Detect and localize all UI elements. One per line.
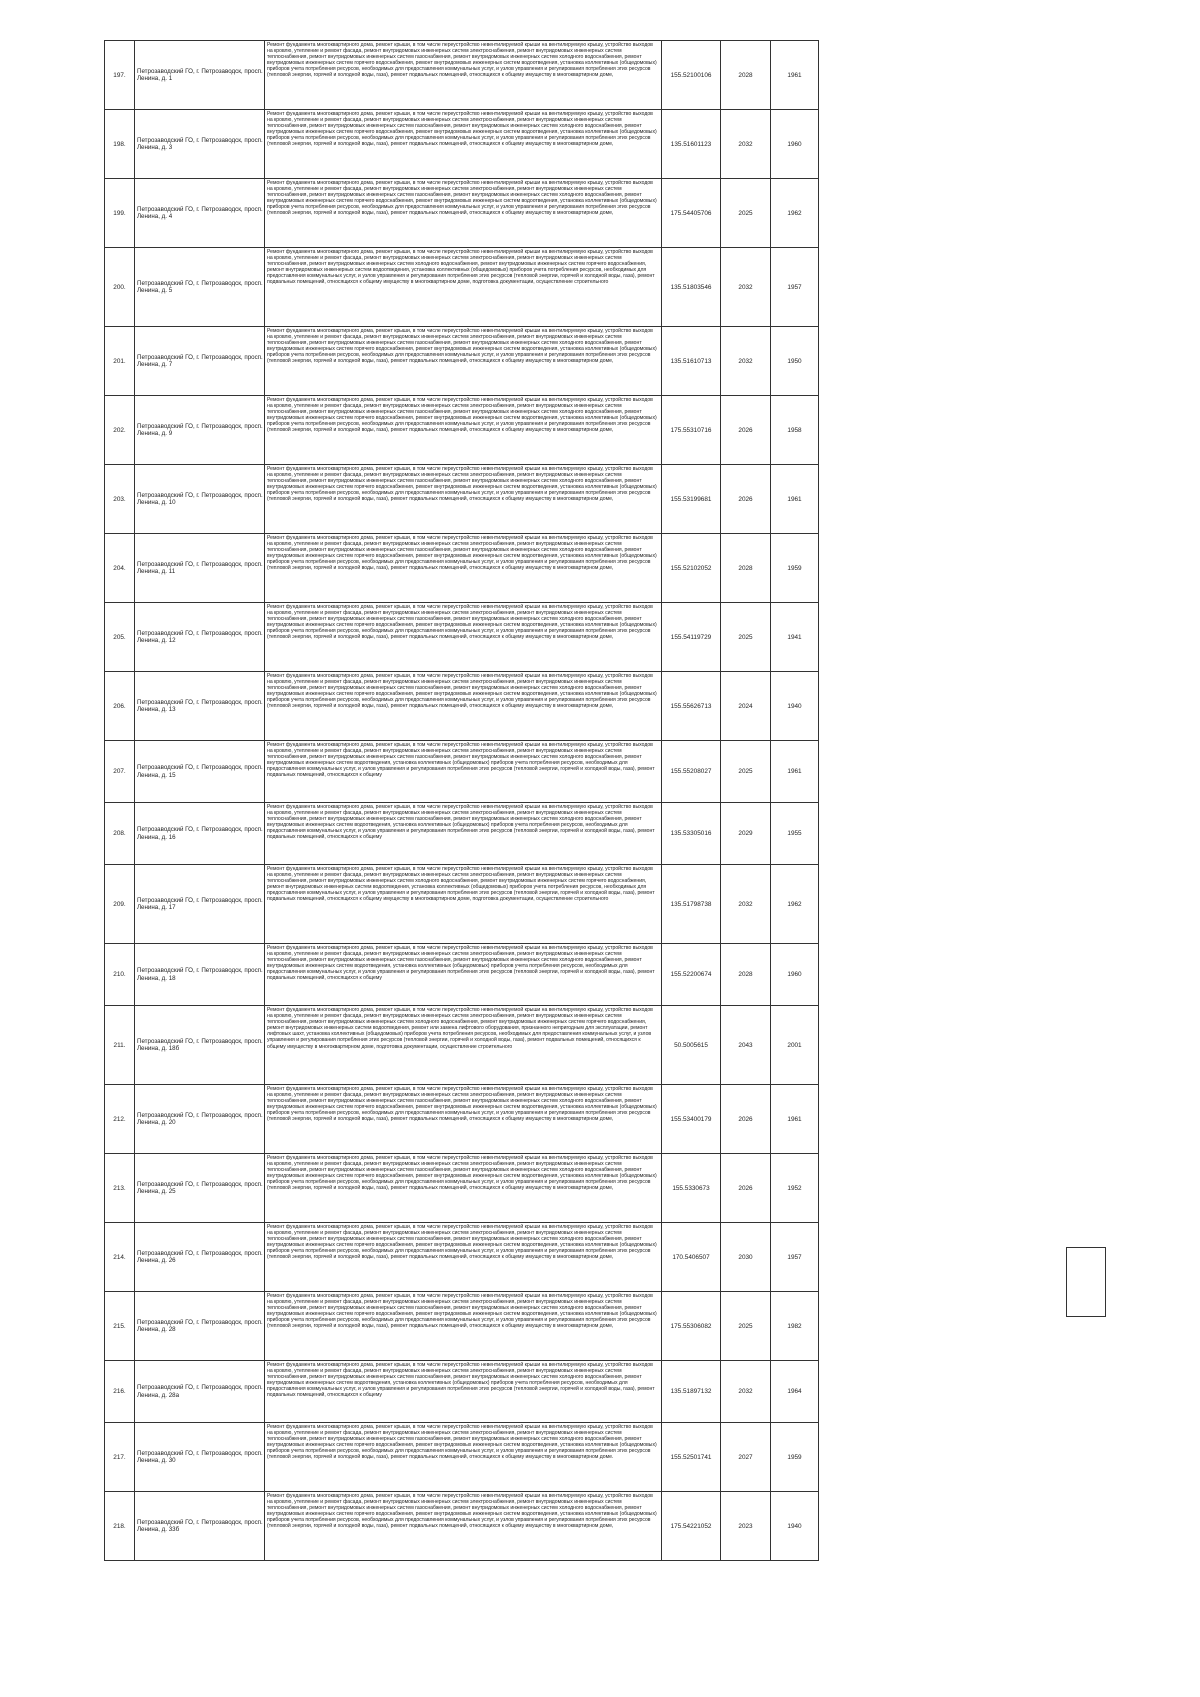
works-cell [265, 944, 662, 1006]
works-cell [265, 741, 662, 803]
works-text: Ремонт фундамента многоквартирного дома, ремонт крыши, в том числе переустройство невентилируемой крыши на вентилируемую крышу, устройство выходов на кровлю, утепление и ремонт фасада, ремонт внутридомовых инженерных систем электроснабжения, ремонт внутридомовых инженерных систем теплоснабжения, ремонт внутридомовых инженерных систем газоснабжения, ремонт внутридомовых инженерных систем холодного водоснабжения, ремонт внутридомовых инженерных систем горячего водоснабжения, ремонт внутридомовых инженерных систем водоотведения, установка коллективных (общедомовых) приборов учета потребления ресурсов, необходимых для предоставления коммунальных услуг, и узлов управления и регулирования потребления этих ресурсов (тепловой энергии, горячей и холодной воды, газа), ремонт подвальных помещений, относящихся к общему имуществу в многоквартирном доме, [267, 328, 657, 365]
works-text: Ремонт фундамента многоквартирного дома, ремонт крыши, в том числе переустройство невентилируемой крыши на вентилируемую крышу, устройство выходов на кровлю, утепление и ремонт фасада, ремонт внутридомовых инженерных систем электроснабжения, ремонт внутридомовых инженерных систем теплоснабжения, ремонт внутридомовых инженерных систем газоснабжения, ремонт внутридомовых инженерных систем холодного водоснабжения, ремонт внутридомовых инженерных систем горячего водоснабжения, ремонт внутридомовых инженерных систем водоотведения, установка коллективных (общедомовых) приборов учета потребления ресурсов, необходимых для предоставления коммунальных услуг, и узлов управления и регулирования потребления этих ресурсов (тепловой энергии, горячей и холодной воды, газа), ремонт подвальных помещений, относящихся к общему имуществу в многоквартирном доме, [267, 1086, 657, 1123]
built-year-cell: 1958 [771, 396, 819, 465]
planned-year-cell: 2032 [721, 248, 771, 327]
works-cell [265, 1423, 662, 1492]
planned-year-cell: 2026 [721, 465, 771, 534]
works-cell [265, 534, 662, 603]
built-year-cell: 1955 [771, 803, 819, 865]
built-year-cell: 1961 [771, 465, 819, 534]
cost-cell: 155.5330673 [662, 1154, 721, 1223]
cost-cell: 170.5406507 [662, 1223, 721, 1292]
table-row [105, 179, 819, 248]
address-cell: Петрозаводский ГО, г. Петрозаводск, просп. Ленина, д. 20 [135, 1085, 265, 1154]
cost-cell: 155.55626713 [662, 672, 721, 741]
planned-year-cell: 2043 [721, 1006, 771, 1085]
works-text: Ремонт фундамента многоквартирного дома, ремонт крыши, в том числе переустройство невентилируемой крыши на вентилируемую крышу, устройство выходов на кровлю, утепление и ремонт фасада, ремонт внутридомовых инженерных систем электроснабжения, ремонт внутридомовых инженерных систем теплоснабжения, ремонт внутридомовых инженерных систем газоснабжения, ремонт внутридомовых инженерных систем холодного водоснабжения, ремонт внутридомовых инженерных систем водоотведения, установка коллективных (общедомовых) приборов учета потребления ресурсов, необходимых для предоставления коммунальных услуг, и узлов управления и регулирования потребления этих ресурсов (тепловой энергии, горячей и холодной воды, газа), ремонт подвальных помещений, относящихся к общему [267, 945, 655, 982]
cost-cell: 135.53305016 [662, 803, 721, 865]
address-cell: Петрозаводский ГО, г. Петрозаводск, просп. Ленина, д. 4 [135, 179, 265, 248]
table-row [105, 1006, 819, 1085]
works-cell [265, 1006, 662, 1085]
row-number-cell: 197. [105, 41, 135, 110]
works-text: Ремонт фундамента многоквартирного дома, ремонт крыши, в том числе переустройство невентилируемой крыши на вентилируемую крышу, устройство выходов на кровлю, утепление и ремонт фасада, ремонт внутридомовых инженерных систем электроснабжения, ремонт внутридомовых инженерных систем теплоснабжения, ремонт внутридомовых инженерных систем холодного водоснабжения, ремонт внутридомовых инженерных систем горячего водоснабжения, ремонт внутридомовых инженерных систем водоотведения, установка коллективных (общедомовых) приборов учета потребления ресурсов, необходимых для предоставления коммунальных услуг, и узлов управления и регулирования потребления этих ресурсов (тепловой энергии, горячей и холодной воды, газа), ремонт подвальных помещений, относящихся к общему имуществу в многоквартирном доме, подготовка документации, осуществление строительного [267, 866, 655, 903]
planned-year-cell: 2032 [721, 110, 771, 179]
works-text: Ремонт фундамента многоквартирного дома, ремонт крыши, в том числе переустройство невентилируемой крыши на вентилируемую крышу, устройство выходов на кровлю, утепление и ремонт фасада, ремонт внутридомовых инженерных систем электроснабжения, ремонт внутридомовых инженерных систем теплоснабжения, ремонт внутридомовых инженерных систем газоснабжения, ремонт внутридомовых инженерных систем холодного водоснабжения, ремонт внутридомовых инженерных систем водоотведения, установка коллективных (общедомовых) приборов учета потребления ресурсов, необходимых для предоставления коммунальных услуг, и узлов управления и регулирования потребления этих ресурсов (тепловой энергии, горячей и холодной воды, газа), ремонт подвальных помещений, относящихся к общему [267, 804, 655, 841]
works-text: Ремонт фундамента многоквартирного дома, ремонт крыши, в том числе переустройство невентилируемой крыши на вентилируемую крышу, устройство выходов на кровлю, утепление и ремонт фасада, ремонт внутридомовых инженерных систем электроснабжения, ремонт внутридомовых инженерных систем теплоснабжения, ремонт внутридомовых инженерных систем газоснабжения, ремонт внутридомовых инженерных систем холодного водоснабжения, ремонт внутридомовых инженерных систем горячего водоснабжения, ремонт внутридомовых инженерных систем водоотведения, установка коллективных (общедомовых) приборов учета потребления ресурсов, необходимых для предоставления коммунальных услуг, и узлов управления и регулирования потребления этих ресурсов (тепловой энергии, горячей и холодной воды, газа), ремонт подвальных помещений, относящихся к общему имуществу в многоквартирном доме, [267, 604, 657, 641]
works-cell [265, 1292, 662, 1361]
works-cell [265, 396, 662, 465]
works-cell [265, 248, 662, 327]
works-text: Ремонт фундамента многоквартирного дома, ремонт крыши, в том числе переустройство невентилируемой крыши на вентилируемую крышу, устройство выходов на кровлю, утепление и ремонт фасада, ремонт внутридомовых инженерных систем электроснабжения, ремонт внутридомовых инженерных систем теплоснабжения, ремонт внутридомовых инженерных систем газоснабжения, ремонт внутридомовых инженерных систем холодного водоснабжения, ремонт внутридомовых инженерных систем горячего водоснабжения, ремонт внутридомовых инженерных систем водоотведения, установка коллективных (общедомовых) приборов учета потребления ресурсов, необходимых для предоставления коммунальных услуг, и узлов управления и регулирования потребления этих ресурсов (тепловой энергии, горячей и холодной воды, газа), ремонт подвальных помещений, относящихся к общему имуществу в многоквартирном доме, [267, 1155, 657, 1192]
cost-cell: 155.53199681 [662, 465, 721, 534]
works-cell [265, 110, 662, 179]
works-cell [265, 327, 662, 396]
built-year-cell: 1964 [771, 1361, 819, 1423]
planned-year-cell: 2024 [721, 672, 771, 741]
address-cell: Петрозаводский ГО, г. Петрозаводск, просп. Ленина, д. 10 [135, 465, 265, 534]
cost-cell: 155.52501741 [662, 1423, 721, 1492]
table-row [105, 41, 819, 110]
works-text: Ремонт фундамента многоквартирного дома, ремонт крыши, в том числе переустройство невентилируемой крыши на вентилируемую крышу, устройство выходов на кровлю, утепление и ремонт фасада, ремонт внутридомовых инженерных систем электроснабжения, ремонт внутридомовых инженерных систем теплоснабжения, ремонт внутридомовых инженерных систем газоснабжения, ремонт внутридомовых инженерных систем холодного водоснабжения, ремонт внутридомовых инженерных систем горячего водоснабжения, ремонт внутридомовых инженерных систем водоотведения, установка коллективных (общедомовых) приборов учета потребления ресурсов, необходимых для предоставления коммунальных услуг, и узлов управления и регулирования потребления этих ресурсов (тепловой энергии, горячей и холодной воды, газа), ремонт подвальных помещений, относящихся к общему имуществу в многоквартирном доме, [267, 111, 657, 148]
planned-year-cell: 2025 [721, 741, 771, 803]
row-number-cell: 206. [105, 672, 135, 741]
works-cell [265, 672, 662, 741]
row-number-cell: 210. [105, 944, 135, 1006]
row-number-cell: 213. [105, 1154, 135, 1223]
works-text: Ремонт фундамента многоквартирного дома, ремонт крыши, в том числе переустройство невентилируемой крыши на вентилируемую крышу, устройство выходов на кровлю, утепление и ремонт фасада, ремонт внутридомовых инженерных систем электроснабжения, ремонт внутридомовых инженерных систем теплоснабжения, ремонт внутридомовых инженерных систем газоснабжения, ремонт внутридомовых инженерных систем холодного водоснабжения, ремонт внутридомовых инженерных систем горячего водоснабжения, ремонт внутридомовых инженерных систем водоотведения, установка коллективных (общедомовых) приборов учета потребления ресурсов, необходимых для предоставления коммунальных услуг, и узлов управления и регулирования потребления этих ресурсов (тепловой энергии, горячей и холодной воды, газа), ремонт подвальных помещений, относящихся к общему имуществу в многоквартирном доме, [267, 180, 657, 217]
works-text: Ремонт фундамента многоквартирного дома, ремонт крыши, в том числе переустройство невентилируемой крыши на вентилируемую крышу, устройство выходов на кровлю, утепление и ремонт фасада, ремонт внутридомовых инженерных систем электроснабжения, ремонт внутридомовых инженерных систем теплоснабжения, ремонт внутридомовых инженерных систем газоснабжения, ремонт внутридомовых инженерных систем холодного водоснабжения, ремонт внутридомовых инженерных систем горячего водоснабжения, ремонт внутридомовых инженерных систем водоотведения, установка коллективных (общедомовых) приборов учета потребления ресурсов, необходимых для предоставления коммунальных услуг, и узлов управления и регулирования потребления этих ресурсов (тепловой энергии, горячей и холодной воды, газа), ремонт подвальных помещений, относящихся к общему имуществу в многоквартирном доме, [267, 397, 657, 434]
built-year-cell: 1940 [771, 1492, 819, 1561]
cost-cell: 135.51601123 [662, 110, 721, 179]
table-row [105, 465, 819, 534]
table-row [105, 1154, 819, 1223]
row-number-cell: 214. [105, 1223, 135, 1292]
row-number-cell: 218. [105, 1492, 135, 1561]
works-text: Ремонт фундамента многоквартирного дома, ремонт крыши, в том числе переустройство невентилируемой крыши на вентилируемую крышу, устройство выходов на кровлю, утепление и ремонт фасада, ремонт внутридомовых инженерных систем электроснабжения, ремонт внутридомовых инженерных систем теплоснабжения, ремонт внутридомовых инженерных систем газоснабжения, ремонт внутридомовых инженерных систем холодного водоснабжения, ремонт внутридомовых инженерных систем горячего водоснабжения, ремонт внутридомовых инженерных систем водоотведения, установка коллективных (общедомовых) приборов учета потребления ресурсов, необходимых для предоставления коммунальных услуг, и узлов управления и регулирования потребления этих ресурсов (тепловой энергии, горячей и холодной воды, газа), ремонт подвальных помещений, относящихся к общему имуществу в многоквартирном доме, [267, 466, 657, 503]
row-number-cell: 199. [105, 179, 135, 248]
table-row [105, 603, 819, 672]
address-cell: Петрозаводский ГО, г. Петрозаводск, просп. Ленина, д. 7 [135, 327, 265, 396]
planned-year-cell: 2028 [721, 41, 771, 110]
address-cell: Петрозаводский ГО, г. Петрозаводск, просп. Ленина, д. 26 [135, 1223, 265, 1292]
cost-cell: 135.51798738 [662, 865, 721, 944]
row-number-cell: 216. [105, 1361, 135, 1423]
row-number-cell: 202. [105, 396, 135, 465]
row-number-cell: 208. [105, 803, 135, 865]
planned-year-cell: 2032 [721, 327, 771, 396]
cost-cell: 175.55306082 [662, 1292, 721, 1361]
address-cell: Петрозаводский ГО, г. Петрозаводск, просп. Ленина, д. 18 [135, 944, 265, 1006]
address-cell: Петрозаводский ГО, г. Петрозаводск, просп. Ленина, д. 16 [135, 803, 265, 865]
built-year-cell: 2001 [771, 1006, 819, 1085]
table-row [105, 865, 819, 944]
cost-cell: 135.51610713 [662, 327, 721, 396]
row-number-cell: 200. [105, 248, 135, 327]
works-cell [265, 179, 662, 248]
planned-year-cell: 2028 [721, 944, 771, 1006]
built-year-cell: 1957 [771, 248, 819, 327]
address-cell: Петрозаводский ГО, г. Петрозаводск, просп. Ленина, д. 28 [135, 1292, 265, 1361]
planned-year-cell: 2030 [721, 1223, 771, 1292]
works-text: Ремонт фундамента многоквартирного дома, ремонт крыши, в том числе переустройство невентилируемой крыши на вентилируемую крышу, устройство выходов на кровлю, утепление и ремонт фасада, ремонт внутридомовых инженерных систем электроснабжения, ремонт внутридомовых инженерных систем теплоснабжения, ремонт внутридомовых инженерных систем газоснабжения, ремонт внутридомовых инженерных систем холодного водоснабжения, ремонт внутридомовых инженерных систем водоотведения, установка коллективных (общедомовых) приборов учета потребления ресурсов, необходимых для предоставления коммунальных услуг, и узлов управления и регулирования потребления этих ресурсов (тепловой энергии, горячей и холодной воды, газа), ремонт подвальных помещений, относящихся к общему [267, 742, 655, 779]
address-cell: Петрозаводский ГО, г. Петрозаводск, просп. Ленина, д. 3 [135, 110, 265, 179]
works-cell [265, 1223, 662, 1292]
planned-year-cell: 2026 [721, 1085, 771, 1154]
table-row [105, 1223, 819, 1292]
cost-cell: 155.52102052 [662, 534, 721, 603]
planned-year-cell: 2032 [721, 865, 771, 944]
table-row [105, 741, 819, 803]
table-row [105, 110, 819, 179]
planned-year-cell: 2025 [721, 179, 771, 248]
table-row [105, 1292, 819, 1361]
planned-year-cell: 2032 [721, 1361, 771, 1423]
table-row [105, 944, 819, 1006]
address-cell: Петрозаводский ГО, г. Петрозаводск, просп. Ленина, д. 12 [135, 603, 265, 672]
planned-year-cell: 2026 [721, 1154, 771, 1223]
cost-cell: 155.52200674 [662, 944, 721, 1006]
row-number-cell: 217. [105, 1423, 135, 1492]
row-number-cell: 198. [105, 110, 135, 179]
built-year-cell: 1962 [771, 179, 819, 248]
row-number-cell: 212. [105, 1085, 135, 1154]
table-row [105, 248, 819, 327]
built-year-cell: 1957 [771, 1223, 819, 1292]
built-year-cell: 1941 [771, 603, 819, 672]
planned-year-cell: 2026 [721, 396, 771, 465]
address-cell: Петрозаводский ГО, г. Петрозаводск, просп. Ленина, д. 1 [135, 41, 265, 110]
works-text: Ремонт фундамента многоквартирного дома, ремонт крыши, в том числе переустройство невентилируемой крыши на вентилируемую крышу, устройство выходов на кровлю, утепление и ремонт фасада, ремонт внутридомовых инженерных систем электроснабжения, ремонт внутридомовых инженерных систем теплоснабжения, ремонт внутридомовых инженерных систем холодного водоснабжения, ремонт внутридомовых инженерных систем горячего водоснабжения, ремонт внутридомовых инженерных систем водоотведения, ремонт или замена лифтового оборудования, признанного непригодным для эксплуатации, ремонт лифтовых шахт, установка коллективных (общедомовых) приборов учета потребления ресурсов, необходимых для предоставления коммунальных услуг, и узлов управления и регулирования потребления этих ресурсов (тепловой энергии, горячей и холодной воды, газа), ремонт подвальных помещений, относящихся к общему имуществу в многоквартирном доме, подготовка документации, осуществление строительного [267, 1007, 653, 1050]
capital-repair-table [104, 40, 819, 1561]
table-row [105, 1085, 819, 1154]
built-year-cell: 1960 [771, 110, 819, 179]
built-year-cell: 1961 [771, 741, 819, 803]
built-year-cell: 1960 [771, 944, 819, 1006]
works-cell [265, 865, 662, 944]
works-cell [265, 1492, 662, 1561]
address-cell: Петрозаводский ГО, г. Петрозаводск, просп. Ленина, д. 11 [135, 534, 265, 603]
works-cell [265, 41, 662, 110]
cost-cell: 155.54119729 [662, 603, 721, 672]
works-text: Ремонт фундамента многоквартирного дома, ремонт крыши, в том числе переустройство невентилируемой крыши на вентилируемую крышу, устройство выходов на кровлю, утепление и ремонт фасада, ремонт внутридомовых инженерных систем электроснабжения, ремонт внутридомовых инженерных систем теплоснабжения, ремонт внутридомовых инженерных систем газоснабжения, ремонт внутридомовых инженерных систем холодного водоснабжения, ремонт внутридомовых инженерных систем горячего водоснабжения, ремонт внутридомовых инженерных систем водоотведения, установка коллективных (общедомовых) приборов учета потребления ресурсов, необходимых для предоставления коммунальных услуг, и узлов управления и регулирования потребления этих ресурсов (тепловой энергии, горячей и холодной воды, газа), ремонт подвальных помещений, относящихся к общему имуществу в многоквартирном доме, [267, 1293, 657, 1330]
planned-year-cell: 2028 [721, 534, 771, 603]
cost-cell: 135.51803546 [662, 248, 721, 327]
built-year-cell: 1952 [771, 1154, 819, 1223]
address-cell: Петрозаводский ГО, г. Петрозаводск, просп. Ленина, д. 18б [135, 1006, 265, 1085]
cost-cell: 50.5005615 [662, 1006, 721, 1085]
works-text: Ремонт фундамента многоквартирного дома, ремонт крыши, в том числе переустройство невентилируемой крыши на вентилируемую крышу, устройство выходов на кровлю, утепление и ремонт фасада, ремонт внутридомовых инженерных систем электроснабжения, ремонт внутридомовых инженерных систем теплоснабжения, ремонт внутридомовых инженерных систем газоснабжения, ремонт внутридомовых инженерных систем холодного водоснабжения, ремонт внутридомовых инженерных систем горячего водоснабжения, ремонт внутридомовых инженерных систем водоотведения, установка коллективных (общедомовых) приборов учета потребления ресурсов, необходимых для предоставления коммунальных услуг, и узлов управления и регулирования потребления этих ресурсов (тепловой энергии, горячей и холодной воды, газа), ремонт подвальных помещений, относящихся к общему имуществу в многоквартирном доме, [267, 673, 657, 710]
row-number-cell: 207. [105, 741, 135, 803]
row-number-cell: 201. [105, 327, 135, 396]
works-text: Ремонт фундамента многоквартирного дома, ремонт крыши, в том числе переустройство невентилируемой крыши на вентилируемую крышу, устройство выходов на кровлю, утепление и ремонт фасада, ремонт внутридомовых инженерных систем электроснабжения, ремонт внутридомовых инженерных систем теплоснабжения, ремонт внутридомовых инженерных систем холодного водоснабжения, ремонт внутридомовых инженерных систем горячего водоснабжения, ремонт внутридомовых инженерных систем водоотведения, установка коллективных (общедомовых) приборов учета потребления ресурсов, необходимых для предоставления коммунальных услуг, и узлов управления и регулирования потребления этих ресурсов (тепловой энергии, горячей и холодной воды, газа), ремонт подвальных помещений, относящихся к общему имуществу в многоквартирном доме, подготовка документации, осуществление строительного [267, 249, 655, 286]
built-year-cell: 1940 [771, 672, 819, 741]
address-cell: Петрозаводский ГО, г. Петрозаводск, просп. Ленина, д. 5 [135, 248, 265, 327]
row-number-cell: 203. [105, 465, 135, 534]
works-cell [265, 1154, 662, 1223]
cost-cell: 175.55310716 [662, 396, 721, 465]
works-cell [265, 1361, 662, 1423]
table-row [105, 672, 819, 741]
table-row [105, 396, 819, 465]
table-body [105, 41, 819, 1561]
address-cell: Петрозаводский ГО, г. Петрозаводск, просп. Ленина, д. 9 [135, 396, 265, 465]
table-row [105, 1423, 819, 1492]
cost-cell: 175.54221052 [662, 1492, 721, 1561]
built-year-cell: 1961 [771, 41, 819, 110]
address-cell: Петрозаводский ГО, г. Петрозаводск, просп. Ленина, д. 13 [135, 672, 265, 741]
address-cell: Петрозаводский ГО, г. Петрозаводск, просп. Ленина, д. 17 [135, 865, 265, 944]
works-text: Ремонт фундамента многоквартирного дома, ремонт крыши, в том числе переустройство невентилируемой крыши на вентилируемую крышу, устройство выходов на кровлю, утепление и ремонт фасада, ремонт внутридомовых инженерных систем электроснабжения, ремонт внутридомовых инженерных систем теплоснабжения, ремонт внутридомовых инженерных систем газоснабжения, ремонт внутридомовых инженерных систем холодного водоснабжения, ремонт внутридомовых инженерных систем горячего водоснабжения, ремонт внутридомовых инженерных систем водоотведения, установка коллективных (общедомовых) приборов учета потребления ресурсов, необходимых для предоставления коммунальных услуг, и узлов управления и регулирования потребления этих ресурсов (тепловой энергии, горячей и холодной воды, газа), ремонт подвальных помещений, относящихся к общему имуществу в многоквартирном доме, [267, 535, 657, 572]
cost-cell: 155.55208027 [662, 741, 721, 803]
table-row [105, 534, 819, 603]
built-year-cell: 1950 [771, 327, 819, 396]
planned-year-cell: 2029 [721, 803, 771, 865]
built-year-cell: 1959 [771, 534, 819, 603]
works-cell [265, 1085, 662, 1154]
table-row [105, 803, 819, 865]
cost-cell: 175.54405706 [662, 179, 721, 248]
built-year-cell: 1961 [771, 1085, 819, 1154]
cost-cell: 155.52100106 [662, 41, 721, 110]
row-number-cell: 204. [105, 534, 135, 603]
address-cell: Петрозаводский ГО, г. Петрозаводск, просп. Ленина, д. 30 [135, 1423, 265, 1492]
table-row [105, 327, 819, 396]
works-cell [265, 465, 662, 534]
works-text: Ремонт фундамента многоквартирного дома, ремонт крыши, в том числе переустройство невентилируемой крыши на вентилируемую крышу, устройство выходов на кровлю, утепление и ремонт фасада, ремонт внутридомовых инженерных систем электроснабжения, ремонт внутридомовых инженерных систем теплоснабжения, ремонт внутридомовых инженерных систем газоснабжения, ремонт внутридомовых инженерных систем холодного водоснабжения, ремонт внутридомовых инженерных систем горячего водоснабжения, ремонт внутридомовых инженерных систем водоотведения, установка коллективных (общедомовых) приборов учета потребления ресурсов, необходимых для предоставления коммунальных услуг, и узлов управления и регулирования потребления этих ресурсов (тепловой энергии, горячей и холодной воды, газа), ремонт подвальных помещений, относящихся к общему имуществу в многоквартирном доме, [267, 1493, 657, 1530]
works-cell [265, 603, 662, 672]
cost-cell: 135.51897132 [662, 1361, 721, 1423]
built-year-cell: 1962 [771, 865, 819, 944]
margin-box [1066, 1247, 1106, 1317]
row-number-cell: 215. [105, 1292, 135, 1361]
row-number-cell: 209. [105, 865, 135, 944]
row-number-cell: 211. [105, 1006, 135, 1085]
address-cell: Петрозаводский ГО, г. Петрозаводск, просп. Ленина, д. 15 [135, 741, 265, 803]
built-year-cell: 1982 [771, 1292, 819, 1361]
table-row [105, 1361, 819, 1423]
planned-year-cell: 2025 [721, 1292, 771, 1361]
planned-year-cell: 2023 [721, 1492, 771, 1561]
row-number-cell: 205. [105, 603, 135, 672]
planned-year-cell: 2025 [721, 603, 771, 672]
table-row [105, 1492, 819, 1561]
address-cell: Петрозаводский ГО, г. Петрозаводск, просп. Ленина, д. 28а [135, 1361, 265, 1423]
works-text: Ремонт фундамента многоквартирного дома, ремонт крыши, в том числе переустройство невентилируемой крыши на вентилируемую крышу, устройство выходов на кровлю, утепление и ремонт фасада, ремонт внутридомовых инженерных систем электроснабжения, ремонт внутридомовых инженерных систем теплоснабжения, ремонт внутридомовых инженерных систем газоснабжения, ремонт внутридомовых инженерных систем холодного водоснабжения, ремонт внутридомовых инженерных систем водоотведения, установка коллективных (общедомовых) приборов учета потребления ресурсов, необходимых для предоставления коммунальных услуг, и узлов управления и регулирования потребления этих ресурсов (тепловой энергии, горячей и холодной воды, газа), ремонт подвальных помещений, относящихся к общему [267, 1362, 655, 1399]
works-cell [265, 803, 662, 865]
works-text: Ремонт фундамента многоквартирного дома, ремонт крыши, в том числе переустройство невентилируемой крыши на вентилируемую крышу, устройство выходов на кровлю, утепление и ремонт фасада, ремонт внутридомовых инженерных систем электроснабжения, ремонт внутридомовых инженерных систем теплоснабжения, ремонт внутридомовых инженерных систем газоснабжения, ремонт внутридомовых инженерных систем холодного водоснабжения, ремонт внутридомовых инженерных систем горячего водоснабжения, ремонт внутридомовых инженерных систем водоотведения, установка коллективных (общедомовых) приборов учета потребления ресурсов, необходимых для предоставления коммунальных услуг, и узлов управления и регулирования потребления этих ресурсов (тепловой энергии, горячей и холодной воды, газа), ремонт подвальных помещений, относящихся к общему имуществу в многоквартирном доме, [267, 1224, 657, 1261]
built-year-cell: 1959 [771, 1423, 819, 1492]
planned-year-cell: 2027 [721, 1423, 771, 1492]
address-cell: Петрозаводский ГО, г. Петрозаводск, просп. Ленина, д. 33б [135, 1492, 265, 1561]
works-text: Ремонт фундамента многоквартирного дома, ремонт крыши, в том числе переустройство невентилируемой крыши на вентилируемую крышу, устройство выходов на кровлю, утепление и ремонт фасада, ремонт внутридомовых инженерных систем электроснабжения, ремонт внутридомовых инженерных систем теплоснабжения, ремонт внутридомовых инженерных систем газоснабжения, ремонт внутридомовых инженерных систем холодного водоснабжения, ремонт внутридомовых инженерных систем горячего водоснабжения, ремонт внутридомовых инженерных систем водоотведения, установка коллективных (общедомовых) приборов учета потребления ресурсов, необходимых для предоставления коммунальных услуг, и узлов управления и регулирования потребления этих ресурсов (тепловой энергии, горячей и холодной воды, газа), ремонт подвальных помещений, относящихся к общему имуществу в многоквартирном доме. [267, 1424, 657, 1461]
works-text: Ремонт фундамента многоквартирного дома, ремонт крыши, в том числе переустройство невентилируемой крыши на вентилируемую крышу, устройство выходов на кровлю, утепление и ремонт фасада, ремонт внутридомовых инженерных систем электроснабжения, ремонт внутридомовых инженерных систем теплоснабжения, ремонт внутридомовых инженерных систем газоснабжения, ремонт внутридомовых инженерных систем холодного водоснабжения, ремонт внутридомовых инженерных систем горячего водоснабжения, ремонт внутридомовых инженерных систем водоотведения, установка коллективных (общедомовых) приборов учета потребления ресурсов, необходимых для предоставления коммунальных услуг, и узлов управления и регулирования потребления этих ресурсов (тепловой энергии, горячей и холодной воды, газа), ремонт подвальных помещений, относящихся к общему имуществу в многоквартирном доме, [267, 42, 657, 79]
cost-cell: 155.53400179 [662, 1085, 721, 1154]
address-cell: Петрозаводский ГО, г. Петрозаводск, просп. Ленина, д. 25 [135, 1154, 265, 1223]
